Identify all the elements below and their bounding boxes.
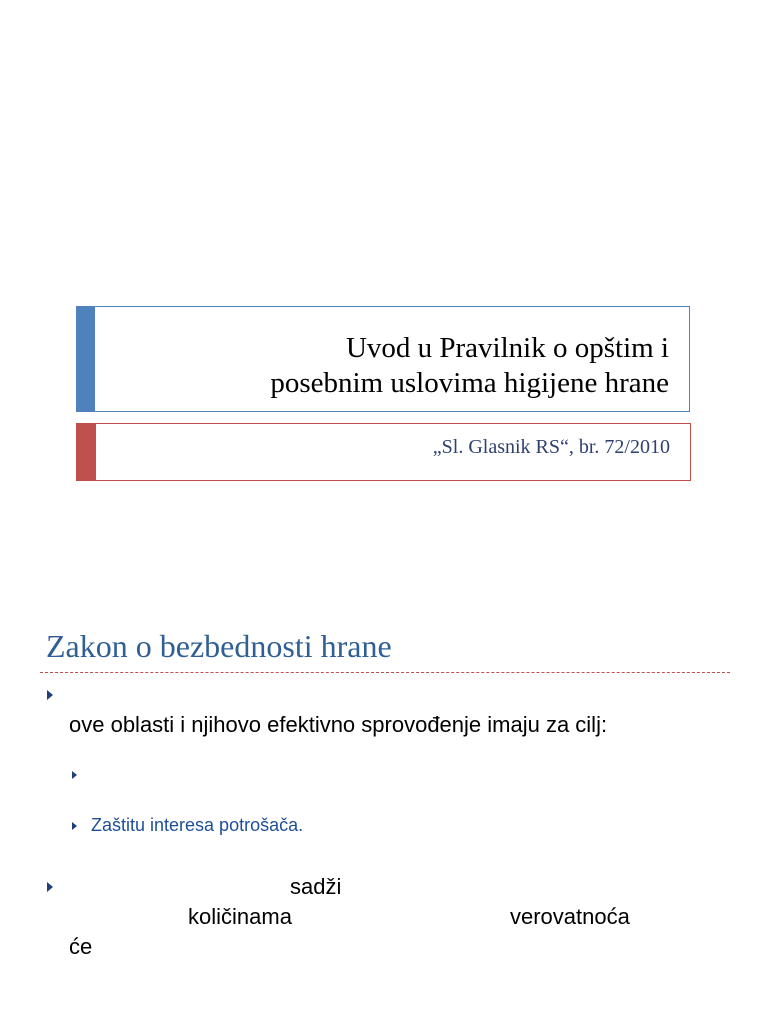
content-heading: Zakon o bezbednosti hrane bbox=[46, 628, 392, 664]
bullet-2-word-2: količinama bbox=[188, 904, 292, 929]
bullet-1-text-line-2: ove oblasti i njihovo efektivno sprovođenje imaju za cilj: bbox=[69, 712, 608, 737]
triangle-bullet-icon bbox=[47, 882, 53, 892]
slide-subtitle: „Sl. Glasnik RS“, br. 72/2010 bbox=[432, 436, 670, 458]
subtitle-box bbox=[76, 423, 691, 481]
triangle-bullet-icon bbox=[72, 771, 77, 779]
triangle-bullet-icon bbox=[72, 822, 77, 830]
slide-title-line-2: posebnim uslovima higijene hrane bbox=[270, 367, 669, 399]
sub-bullet-text: Zaštitu interesa potrošača. bbox=[91, 815, 304, 835]
subtitle-accent-bar bbox=[77, 424, 96, 480]
bullet-2-word-3: verovatnoća bbox=[510, 904, 630, 929]
slide-title bbox=[270, 331, 669, 401]
triangle-bullet-icon bbox=[47, 690, 53, 700]
title-box bbox=[76, 306, 690, 412]
bullet-2-word-1: sadži bbox=[290, 874, 342, 899]
bullet-2-word-4: će bbox=[69, 934, 93, 959]
slide-title-line-1: Uvod u Pravilnik o opštim i bbox=[345, 332, 669, 364]
heading-divider bbox=[40, 672, 730, 673]
title-accent-bar bbox=[77, 307, 95, 411]
